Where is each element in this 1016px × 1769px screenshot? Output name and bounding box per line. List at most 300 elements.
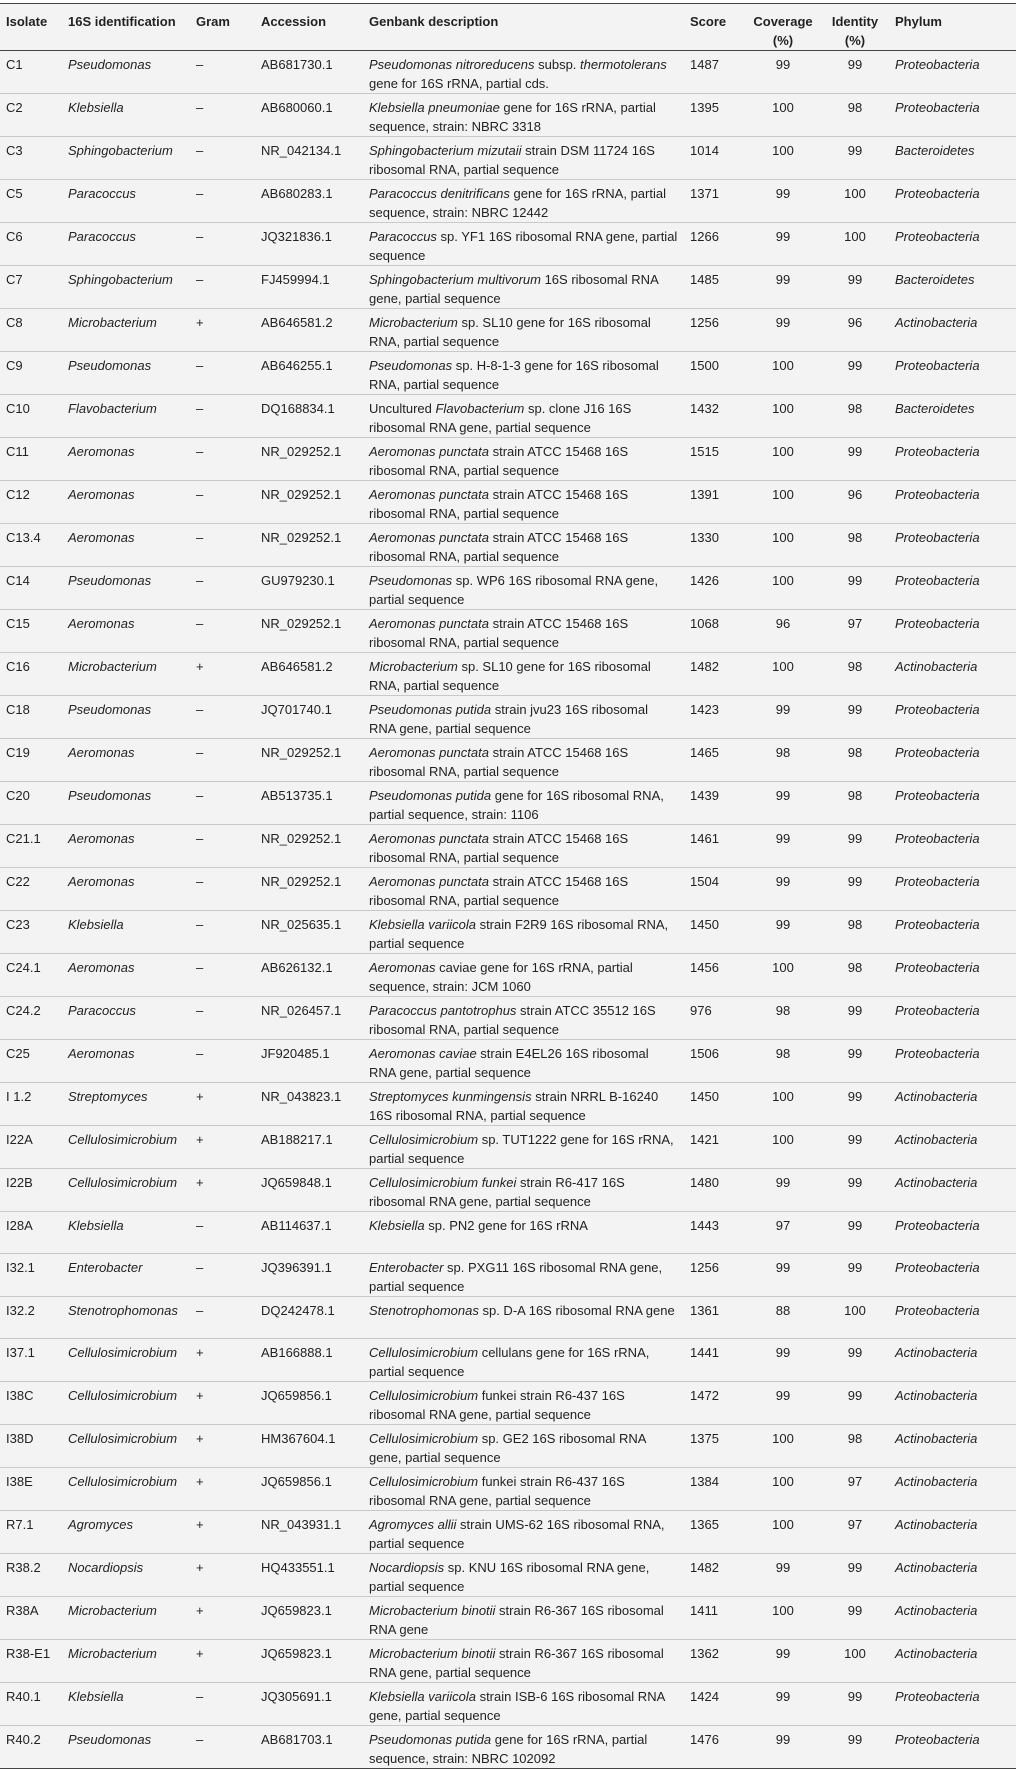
- cell-gram: +: [190, 1339, 255, 1382]
- cell-coverage: 99: [745, 911, 821, 954]
- cell-gram: –: [190, 352, 255, 395]
- cell-isolate: C25: [0, 1040, 62, 1083]
- cell-isolate: I22B: [0, 1169, 62, 1212]
- table-row: [0, 438, 1016, 481]
- cell-gram: –: [190, 911, 255, 954]
- cell-gram: –: [190, 137, 255, 180]
- description-taxon: Microbacterium binotii: [369, 1603, 496, 1618]
- description-taxon: Aeromonas punctata: [369, 616, 489, 631]
- cell-identity: 99: [821, 1169, 889, 1212]
- description-taxon: Klebsiella variicola: [369, 917, 476, 932]
- cell-accession: JQ659856.1: [255, 1468, 363, 1511]
- cell-phylum: Proteobacteria: [889, 954, 1016, 997]
- cell-coverage: 99: [745, 868, 821, 911]
- cell-phylum: Proteobacteria: [889, 1297, 1016, 1339]
- cell-16s-identification: Paracoccus: [62, 180, 190, 223]
- cell-gram: –: [190, 868, 255, 911]
- description-taxon: Paracoccus pantotrophus: [369, 1003, 517, 1018]
- description-text: strain F2R9 16S ribosomal RNA, partial sequence: [369, 917, 669, 951]
- cell-coverage: 100: [745, 1597, 821, 1640]
- cell-score: 1256: [684, 309, 745, 352]
- cell-gram: –: [190, 739, 255, 782]
- cell-identity: 98: [821, 782, 889, 825]
- cell-phylum: Actinobacteria: [889, 1511, 1016, 1554]
- cell-16s-identification: Aeromonas: [62, 610, 190, 653]
- cell-gram: –: [190, 94, 255, 137]
- cell-16s-identification: Enterobacter: [62, 1254, 190, 1297]
- cell-16s-identification: Microbacterium: [62, 309, 190, 352]
- description-taxon: Aeromonas punctata: [369, 487, 489, 502]
- cell-genbank-description: [363, 395, 684, 438]
- description-taxon: Pseudomonas putida: [369, 1732, 492, 1747]
- cell-genbank-description: [363, 1554, 684, 1597]
- cell-isolate: R38A: [0, 1597, 62, 1640]
- cell-identity: 99: [821, 1040, 889, 1083]
- cell-score: 1450: [684, 911, 745, 954]
- cell-score: 1371: [684, 180, 745, 223]
- cell-genbank-description: [363, 1468, 684, 1511]
- cell-coverage: 100: [745, 1468, 821, 1511]
- cell-genbank-description: [363, 739, 684, 782]
- cell-score: 1365: [684, 1511, 745, 1554]
- cell-16s-identification: Klebsiella: [62, 94, 190, 137]
- cell-accession: JF920485.1: [255, 1040, 363, 1083]
- cell-isolate: R40.1: [0, 1683, 62, 1726]
- cell-isolate: C21.1: [0, 825, 62, 868]
- cell-isolate: C23: [0, 911, 62, 954]
- description-text: sp. H-8-1-3 gene for 16S ribosomal RNA, partial sequence: [369, 358, 659, 392]
- description-taxon: Klebsiella variicola: [369, 1689, 476, 1704]
- cell-identity: 100: [821, 1297, 889, 1339]
- table-row: [0, 911, 1016, 954]
- description-text: strain R6-417 16S ribosomal RNA gene, partial sequence: [369, 1175, 625, 1209]
- cell-genbank-description: [363, 610, 684, 653]
- cell-phylum: Proteobacteria: [889, 180, 1016, 223]
- cell-coverage: 100: [745, 481, 821, 524]
- cell-identity: 99: [821, 1726, 889, 1769]
- cell-isolate: R38.2: [0, 1554, 62, 1597]
- cell-isolate: C11: [0, 438, 62, 481]
- cell-16s-identification: Aeromonas: [62, 868, 190, 911]
- cell-genbank-description: [363, 1511, 684, 1554]
- table-row: [0, 1511, 1016, 1554]
- description-text: strain UMS-62 16S ribosomal RNA, partial sequence: [369, 1517, 665, 1551]
- cell-phylum: Proteobacteria: [889, 739, 1016, 782]
- cell-genbank-description: [363, 51, 684, 94]
- cell-genbank-description: [363, 1382, 684, 1425]
- table-row: [0, 954, 1016, 997]
- table-row: [0, 1683, 1016, 1726]
- cell-genbank-description: [363, 481, 684, 524]
- description-taxon: Aeromonas punctata: [369, 745, 489, 760]
- cell-coverage: 100: [745, 395, 821, 438]
- table-row: [0, 94, 1016, 137]
- cell-16s-identification: Aeromonas: [62, 1040, 190, 1083]
- cell-gram: +: [190, 653, 255, 696]
- cell-accession: NR_029252.1: [255, 825, 363, 868]
- cell-gram: –: [190, 610, 255, 653]
- cell-coverage: 99: [745, 1554, 821, 1597]
- cell-16s-identification: Sphingobacterium: [62, 266, 190, 309]
- cell-accession: JQ659823.1: [255, 1640, 363, 1683]
- cell-gram: +: [190, 1597, 255, 1640]
- cell-isolate: C12: [0, 481, 62, 524]
- cell-phylum: Proteobacteria: [889, 868, 1016, 911]
- cell-accession: JQ701740.1: [255, 696, 363, 739]
- description-text: sp. SL10 gene for 16S ribosomal RNA, partial sequence: [369, 315, 651, 349]
- cell-coverage: 100: [745, 653, 821, 696]
- cell-gram: –: [190, 395, 255, 438]
- table-row: [0, 739, 1016, 782]
- cell-isolate: C6: [0, 223, 62, 266]
- cell-phylum: Proteobacteria: [889, 223, 1016, 266]
- cell-identity: 99: [821, 825, 889, 868]
- cell-coverage: 99: [745, 180, 821, 223]
- table-row: [0, 1597, 1016, 1640]
- cell-accession: JQ321836.1: [255, 223, 363, 266]
- description-text: Uncultured: [369, 401, 436, 416]
- cell-phylum: Bacteroidetes: [889, 395, 1016, 438]
- description-taxon: Sphingobacterium mizutaii: [369, 143, 522, 158]
- cell-phylum: Actinobacteria: [889, 1468, 1016, 1511]
- cell-16s-identification: Klebsiella: [62, 1683, 190, 1726]
- cell-isolate: C14: [0, 567, 62, 610]
- cell-accession: NR_029252.1: [255, 481, 363, 524]
- cell-identity: 100: [821, 223, 889, 266]
- description-text: sp. TUT1222 gene for 16S rRNA, partial sequence: [369, 1132, 674, 1166]
- cell-accession: AB681703.1: [255, 1726, 363, 1769]
- cell-isolate: C2: [0, 94, 62, 137]
- table-row: [0, 567, 1016, 610]
- cell-genbank-description: [363, 1169, 684, 1212]
- cell-coverage: 100: [745, 94, 821, 137]
- cell-coverage: 99: [745, 825, 821, 868]
- header-16s-identification: 16S identification: [62, 4, 190, 51]
- description-text: strain ATCC 35512 16S ribosomal RNA, partial sequence: [369, 1003, 656, 1037]
- cell-isolate: I38E: [0, 1468, 62, 1511]
- cell-isolate: R38-E1: [0, 1640, 62, 1683]
- cell-16s-identification: Aeromonas: [62, 825, 190, 868]
- cell-gram: +: [190, 1425, 255, 1468]
- cell-genbank-description: [363, 1726, 684, 1769]
- cell-phylum: Actinobacteria: [889, 1425, 1016, 1468]
- cell-isolate: C10: [0, 395, 62, 438]
- cell-identity: 96: [821, 309, 889, 352]
- cell-16s-identification: Microbacterium: [62, 1640, 190, 1683]
- cell-gram: +: [190, 1511, 255, 1554]
- cell-phylum: Bacteroidetes: [889, 137, 1016, 180]
- cell-isolate: C7: [0, 266, 62, 309]
- description-text: strain R6-367 16S ribosomal RNA gene: [369, 1603, 664, 1637]
- cell-16s-identification: Cellulosimicrobium: [62, 1169, 190, 1212]
- cell-accession: AB188217.1: [255, 1126, 363, 1169]
- cell-identity: 96: [821, 481, 889, 524]
- cell-gram: +: [190, 1468, 255, 1511]
- cell-coverage: 98: [745, 1040, 821, 1083]
- cell-identity: 99: [821, 352, 889, 395]
- cell-accession: NR_029252.1: [255, 739, 363, 782]
- description-taxon: Microbacterium: [369, 315, 458, 330]
- description-text: subsp.: [534, 57, 581, 72]
- cell-accession: AB513735.1: [255, 782, 363, 825]
- cell-coverage: 100: [745, 954, 821, 997]
- description-text: gene for 16S rRNA, partial sequence, strain: NBRC 102092: [369, 1732, 648, 1766]
- cell-score: 1432: [684, 395, 745, 438]
- cell-accession: JQ396391.1: [255, 1254, 363, 1297]
- cell-coverage: 98: [745, 997, 821, 1040]
- table-body: [0, 51, 1016, 1769]
- cell-coverage: 100: [745, 438, 821, 481]
- cell-genbank-description: [363, 352, 684, 395]
- cell-identity: 98: [821, 395, 889, 438]
- cell-accession: JQ659848.1: [255, 1169, 363, 1212]
- cell-phylum: Proteobacteria: [889, 1683, 1016, 1726]
- header-genbank-description: Genbank description: [363, 4, 684, 51]
- cell-gram: –: [190, 1040, 255, 1083]
- cell-score: 1441: [684, 1339, 745, 1382]
- cell-coverage: 99: [745, 1339, 821, 1382]
- description-taxon: Streptomyces kunmingensis: [369, 1089, 532, 1104]
- cell-identity: 99: [821, 51, 889, 94]
- cell-genbank-description: [363, 309, 684, 352]
- cell-accession: NR_029252.1: [255, 524, 363, 567]
- cell-16s-identification: Streptomyces: [62, 1083, 190, 1126]
- cell-gram: +: [190, 1083, 255, 1126]
- cell-genbank-description: [363, 997, 684, 1040]
- cell-identity: 97: [821, 610, 889, 653]
- description-taxon: Cellulosimicrobium: [369, 1474, 479, 1489]
- header-score: Score: [684, 4, 745, 51]
- table-row: [0, 997, 1016, 1040]
- description-text: strain R6-367 16S ribosomal RNA gene, partial sequence: [369, 1646, 664, 1680]
- cell-gram: –: [190, 524, 255, 567]
- cell-coverage: 100: [745, 1126, 821, 1169]
- cell-gram: –: [190, 1297, 255, 1339]
- cell-phylum: Actinobacteria: [889, 1382, 1016, 1425]
- description-taxon: Cellulosimicrobium: [369, 1345, 479, 1360]
- description-taxon: Microbacterium binotii: [369, 1646, 496, 1661]
- cell-phylum: Proteobacteria: [889, 1212, 1016, 1254]
- description-text: sp. GE2 16S ribosomal RNA gene, partial sequence: [369, 1431, 646, 1465]
- table-row: [0, 653, 1016, 696]
- cell-phylum: Proteobacteria: [889, 610, 1016, 653]
- table-row: [0, 1339, 1016, 1382]
- cell-identity: 100: [821, 180, 889, 223]
- cell-isolate: I22A: [0, 1126, 62, 1169]
- description-text: cellulans gene for 16S rRNA, partial sequence: [369, 1345, 650, 1379]
- table-row: [0, 137, 1016, 180]
- cell-isolate: I38C: [0, 1382, 62, 1425]
- table-row: [0, 51, 1016, 94]
- cell-score: 1014: [684, 137, 745, 180]
- cell-gram: –: [190, 223, 255, 266]
- cell-score: 1456: [684, 954, 745, 997]
- cell-accession: DQ242478.1: [255, 1297, 363, 1339]
- cell-16s-identification: Microbacterium: [62, 653, 190, 696]
- cell-16s-identification: Paracoccus: [62, 997, 190, 1040]
- cell-coverage: 88: [745, 1297, 821, 1339]
- cell-accession: AB681730.1: [255, 51, 363, 94]
- cell-16s-identification: Cellulosimicrobium: [62, 1425, 190, 1468]
- cell-accession: NR_026457.1: [255, 997, 363, 1040]
- cell-isolate: C15: [0, 610, 62, 653]
- cell-gram: –: [190, 782, 255, 825]
- cell-phylum: Actinobacteria: [889, 1126, 1016, 1169]
- table-row: [0, 266, 1016, 309]
- cell-16s-identification: Paracoccus: [62, 223, 190, 266]
- cell-coverage: 99: [745, 1726, 821, 1769]
- cell-score: 1395: [684, 94, 745, 137]
- cell-16s-identification: Aeromonas: [62, 481, 190, 524]
- table-row: [0, 1126, 1016, 1169]
- cell-coverage: 99: [745, 1382, 821, 1425]
- cell-accession: AB114637.1: [255, 1212, 363, 1254]
- cell-genbank-description: [363, 223, 684, 266]
- description-text: sp. clone J16 16S ribosomal RNA gene, partial sequence: [369, 401, 632, 435]
- description-taxon: Aeromonas: [369, 960, 436, 975]
- cell-score: 1384: [684, 1468, 745, 1511]
- cell-score: 1439: [684, 782, 745, 825]
- cell-phylum: Proteobacteria: [889, 696, 1016, 739]
- cell-accession: NR_029252.1: [255, 438, 363, 481]
- cell-coverage: 98: [745, 739, 821, 782]
- cell-score: 1487: [684, 51, 745, 94]
- cell-phylum: Bacteroidetes: [889, 266, 1016, 309]
- cell-identity: 99: [821, 1339, 889, 1382]
- cell-genbank-description: [363, 653, 684, 696]
- cell-score: 1361: [684, 1297, 745, 1339]
- description-taxon: Pseudomonas: [369, 358, 453, 373]
- cell-phylum: Proteobacteria: [889, 567, 1016, 610]
- description-text: 16S ribosomal RNA gene, partial sequence: [369, 272, 659, 306]
- cell-phylum: Actinobacteria: [889, 1640, 1016, 1683]
- description-taxon: Pseudomonas nitroreducens: [369, 57, 535, 72]
- cell-16s-identification: Cellulosimicrobium: [62, 1126, 190, 1169]
- cell-gram: +: [190, 309, 255, 352]
- header-accession: Accession: [255, 4, 363, 51]
- cell-score: 1506: [684, 1040, 745, 1083]
- cell-accession: NR_029252.1: [255, 610, 363, 653]
- cell-score: 1411: [684, 1597, 745, 1640]
- cell-identity: 99: [821, 1254, 889, 1297]
- table-header: [0, 4, 1016, 51]
- cell-isolate: R40.2: [0, 1726, 62, 1769]
- cell-accession: DQ168834.1: [255, 395, 363, 438]
- cell-isolate: C9: [0, 352, 62, 395]
- cell-identity: 98: [821, 1425, 889, 1468]
- cell-identity: 97: [821, 1468, 889, 1511]
- cell-genbank-description: [363, 438, 684, 481]
- cell-genbank-description: [363, 696, 684, 739]
- cell-accession: AB646581.2: [255, 653, 363, 696]
- table-row: [0, 1169, 1016, 1212]
- cell-phylum: Proteobacteria: [889, 94, 1016, 137]
- cell-isolate: I28A: [0, 1212, 62, 1254]
- cell-score: 1266: [684, 223, 745, 266]
- cell-genbank-description: [363, 1212, 684, 1254]
- cell-score: 1450: [684, 1083, 745, 1126]
- cell-gram: –: [190, 696, 255, 739]
- cell-score: 1504: [684, 868, 745, 911]
- cell-score: 1472: [684, 1382, 745, 1425]
- cell-gram: –: [190, 438, 255, 481]
- cell-identity: 99: [821, 997, 889, 1040]
- table-row: [0, 1297, 1016, 1339]
- cell-score: 1476: [684, 1726, 745, 1769]
- cell-identity: 99: [821, 1212, 889, 1254]
- cell-phylum: Proteobacteria: [889, 438, 1016, 481]
- cell-gram: –: [190, 954, 255, 997]
- description-text: funkei strain R6-437 16S ribosomal RNA gene, partial sequence: [369, 1474, 625, 1508]
- cell-genbank-description: [363, 567, 684, 610]
- cell-phylum: Proteobacteria: [889, 51, 1016, 94]
- cell-isolate: R7.1: [0, 1511, 62, 1554]
- table-row: [0, 352, 1016, 395]
- table-row: [0, 1083, 1016, 1126]
- description-text: strain ATCC 15468 16S ribosomal RNA, partial sequence: [369, 616, 629, 650]
- header-coverage: Coverage (%): [745, 4, 821, 51]
- cell-16s-identification: Stenotrophomonas: [62, 1297, 190, 1339]
- cell-genbank-description: [363, 94, 684, 137]
- cell-isolate: C24.1: [0, 954, 62, 997]
- description-text: sp. SL10 gene for 16S ribosomal RNA, partial sequence: [369, 659, 651, 693]
- description-taxon: Cellulosimicrobium funkei: [369, 1175, 517, 1190]
- cell-16s-identification: Pseudomonas: [62, 51, 190, 94]
- cell-16s-identification: Aeromonas: [62, 954, 190, 997]
- cell-phylum: Proteobacteria: [889, 1040, 1016, 1083]
- cell-gram: –: [190, 997, 255, 1040]
- header-phylum: Phylum: [889, 4, 1016, 51]
- cell-score: 1375: [684, 1425, 745, 1468]
- cell-accession: AB646581.2: [255, 309, 363, 352]
- cell-16s-identification: Pseudomonas: [62, 1726, 190, 1769]
- table-row: [0, 180, 1016, 223]
- cell-coverage: 100: [745, 1425, 821, 1468]
- cell-score: 1330: [684, 524, 745, 567]
- cell-16s-identification: Klebsiella: [62, 1212, 190, 1254]
- cell-identity: 99: [821, 567, 889, 610]
- description-text: strain ATCC 15468 16S ribosomal RNA, partial sequence: [369, 444, 629, 478]
- table-row: [0, 1212, 1016, 1254]
- description-text: gene for 16S ribosomal RNA, partial sequence, strain: 1106: [369, 788, 664, 822]
- description-taxon: Cellulosimicrobium: [369, 1431, 479, 1446]
- cell-coverage: 100: [745, 524, 821, 567]
- description-text: strain ISB-6 16S ribosomal RNA gene, partial sequence: [369, 1689, 665, 1723]
- header-row: [0, 4, 1016, 51]
- description-taxon: Klebsiella: [369, 1218, 425, 1233]
- cell-gram: +: [190, 1554, 255, 1597]
- description-taxon: Flavobacterium: [435, 401, 525, 416]
- cell-phylum: Actinobacteria: [889, 653, 1016, 696]
- cell-genbank-description: [363, 1297, 684, 1339]
- cell-genbank-description: [363, 911, 684, 954]
- description-taxon: Agromyces allii: [369, 1517, 457, 1532]
- cell-genbank-description: [363, 1126, 684, 1169]
- cell-isolate: C5: [0, 180, 62, 223]
- table-row: [0, 395, 1016, 438]
- cell-gram: +: [190, 1169, 255, 1212]
- cell-isolate: C3: [0, 137, 62, 180]
- cell-score: 1443: [684, 1212, 745, 1254]
- cell-identity: 99: [821, 1683, 889, 1726]
- cell-16s-identification: Pseudomonas: [62, 567, 190, 610]
- cell-accession: HM367604.1: [255, 1425, 363, 1468]
- cell-genbank-description: [363, 1254, 684, 1297]
- description-taxon: Sphingobacterium multivorum: [369, 272, 541, 287]
- table-row: [0, 481, 1016, 524]
- cell-identity: 99: [821, 696, 889, 739]
- cell-genbank-description: [363, 868, 684, 911]
